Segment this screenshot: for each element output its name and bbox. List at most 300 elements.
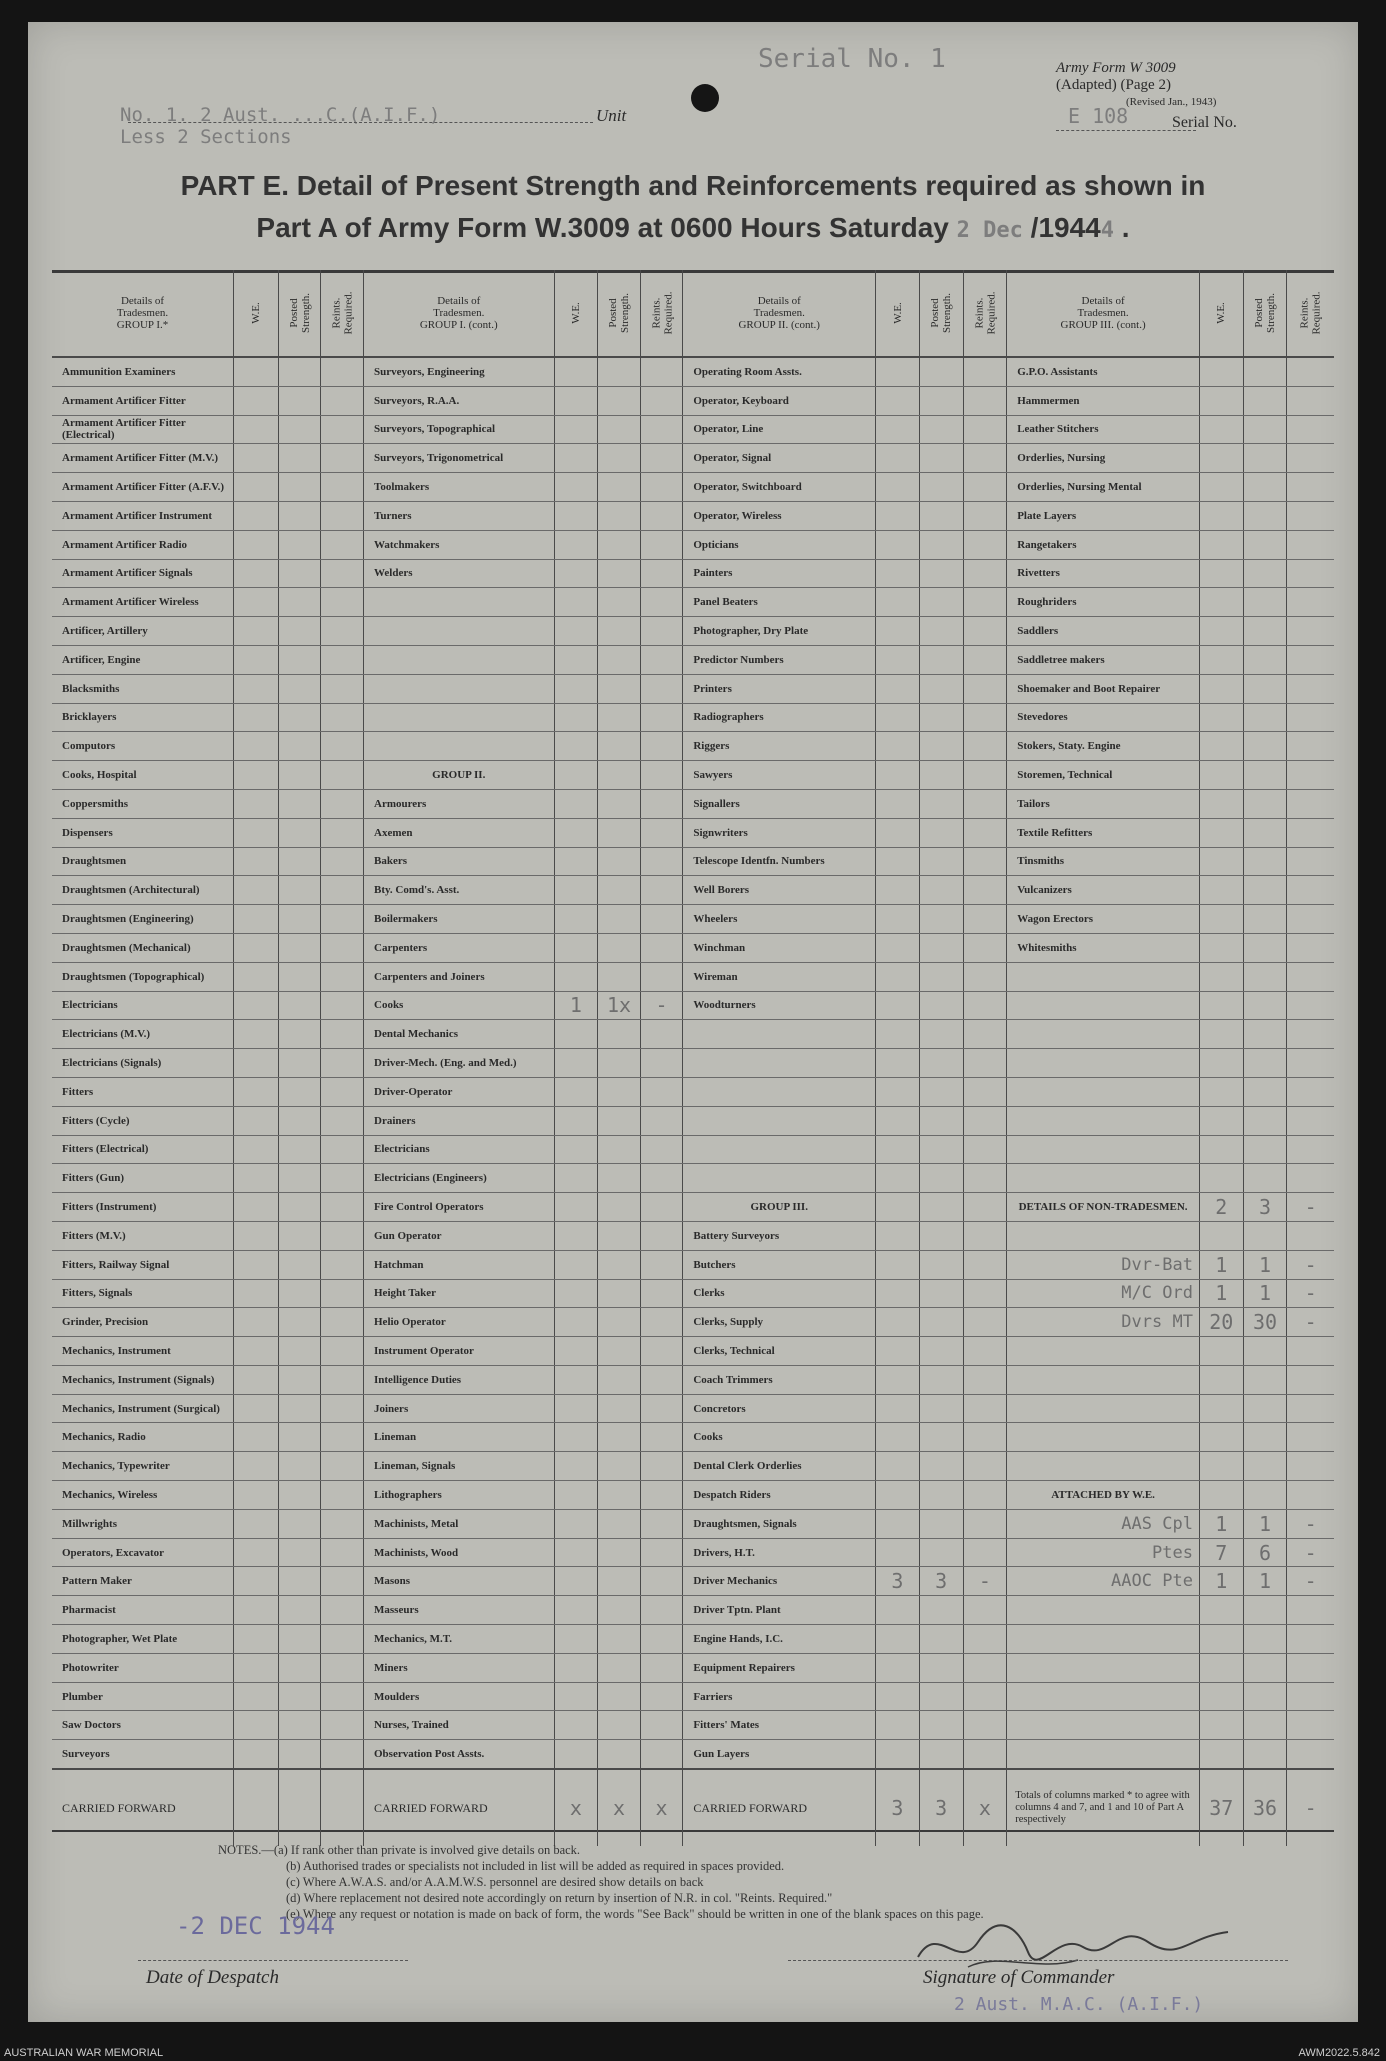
value-cell (278, 1711, 321, 1740)
value-cell (278, 991, 321, 1020)
value-cell (876, 1653, 920, 1682)
trade-cell: Battery Surveyors (683, 1221, 876, 1250)
value-cell (278, 1538, 321, 1567)
notes-block (138, 1842, 984, 1922)
value-cell (1243, 847, 1287, 876)
value-cell (1199, 1077, 1243, 1106)
value-cell (1243, 732, 1287, 761)
value-cell (876, 1077, 920, 1106)
value-cell (554, 1423, 598, 1452)
value-cell (234, 1481, 279, 1510)
value-cell (278, 1337, 321, 1366)
trade-cell: Operator, Keyboard (683, 386, 876, 415)
trade-cell (364, 732, 555, 761)
value-cell (278, 1279, 321, 1308)
value-cell (1199, 1711, 1243, 1740)
trade-cell: Fitters, Railway Signal (52, 1250, 234, 1279)
value-cell (876, 1625, 920, 1654)
trade-cell: Wheelers (683, 905, 876, 934)
value-cell: - (640, 991, 683, 1020)
value-cell (278, 1193, 321, 1222)
value-cell (919, 991, 963, 1020)
trade-cell: Gun Layers (683, 1740, 876, 1769)
value-cell (234, 1193, 279, 1222)
value-cell (321, 1509, 364, 1538)
trade-cell: Lineman, Signals (364, 1452, 555, 1481)
trade-cell: Bakers (364, 847, 555, 876)
table-row (52, 559, 1334, 588)
trade-cell: Armament Artificer Fitter (A.F.V.) (52, 473, 234, 502)
table-row (52, 1135, 1334, 1164)
table-row (52, 1077, 1334, 1106)
trade-cell: AAOC Pte (1007, 1567, 1200, 1596)
value-cell (640, 1740, 683, 1769)
value-cell (1287, 818, 1334, 847)
value-cell (876, 1740, 920, 1769)
value-cell (234, 1509, 279, 1538)
value-cell (278, 473, 321, 502)
trade-cell: Shoemaker and Boot Repairer (1007, 674, 1200, 703)
value-cell (321, 1625, 364, 1654)
trade-cell: Photowriter (52, 1653, 234, 1682)
value-cell (640, 818, 683, 847)
value-cell (876, 1682, 920, 1711)
value-cell (598, 444, 641, 473)
trade-cell: Roughriders (1007, 588, 1200, 617)
table-row (52, 530, 1334, 559)
trade-cell (1007, 1337, 1200, 1366)
value-cell (321, 1682, 364, 1711)
value-cell (278, 1596, 321, 1625)
trade-cell: Fitters, Signals (52, 1279, 234, 1308)
trade-cell (1007, 1423, 1200, 1452)
trade-cell: Fitters (Electrical) (52, 1135, 234, 1164)
value-cell (278, 789, 321, 818)
value-cell (278, 530, 321, 559)
value-cell (876, 933, 920, 962)
value-cell (1199, 1020, 1243, 1049)
value-cell (963, 1250, 1007, 1279)
value-cell (598, 818, 641, 847)
title-date-typed: 2 Dec (956, 218, 1023, 243)
trade-cell: Mechanics, Wireless (52, 1481, 234, 1510)
trade-cell: Height Taker (364, 1279, 555, 1308)
value-cell (919, 1279, 963, 1308)
value-cell (1243, 617, 1287, 646)
value-cell (919, 1682, 963, 1711)
value-cell (554, 1193, 598, 1222)
trade-cell: Clerks (683, 1279, 876, 1308)
table-row (52, 1394, 1334, 1423)
value-cell (876, 818, 920, 847)
value-cell (919, 1625, 963, 1654)
table-row (52, 1596, 1334, 1625)
value-cell (598, 1308, 641, 1337)
value-cell (1199, 444, 1243, 473)
value-cell (963, 732, 1007, 761)
value-cell (876, 559, 920, 588)
trade-cell: Masseurs (364, 1596, 555, 1625)
trade-cell: Fire Control Operators (364, 1193, 555, 1222)
value-cell (963, 1740, 1007, 1769)
value-cell (278, 1481, 321, 1510)
value-cell (278, 617, 321, 646)
trade-cell: Tailors (1007, 789, 1200, 818)
value-cell (554, 444, 598, 473)
value-cell (876, 1337, 920, 1366)
value-cell (640, 645, 683, 674)
trade-cell: AAS Cpl (1007, 1509, 1200, 1538)
trade-cell: Plate Layers (1007, 501, 1200, 530)
value-cell: - (1287, 1308, 1334, 1337)
trade-cell: Orderlies, Nursing Mental (1007, 473, 1200, 502)
table-row (52, 1337, 1334, 1366)
value-cell: - (1287, 1279, 1334, 1308)
trade-cell: Electricians (52, 991, 234, 1020)
value-cell (278, 818, 321, 847)
trade-cell: Clerks, Technical (683, 1337, 876, 1366)
trade-cell: Drivers, H.T. (683, 1538, 876, 1567)
table-row (52, 991, 1334, 1020)
value-cell (1199, 1337, 1243, 1366)
value-cell (640, 386, 683, 415)
trade-cell: Watchmakers (364, 530, 555, 559)
table-row (52, 761, 1334, 790)
value-cell (598, 588, 641, 617)
value-cell (554, 1394, 598, 1423)
table-row (52, 1365, 1334, 1394)
trade-cell: Whitesmiths (1007, 933, 1200, 962)
col-posted-header: Posted Strength. (598, 270, 641, 357)
value-cell: 3 (919, 1567, 963, 1596)
value-cell (640, 789, 683, 818)
value-cell (1287, 501, 1334, 530)
value-cell (598, 847, 641, 876)
table-row (52, 1049, 1334, 1078)
value-cell (640, 1164, 683, 1193)
trade-cell (1007, 962, 1200, 991)
value-cell (919, 1250, 963, 1279)
value-cell (1243, 645, 1287, 674)
value-cell (640, 1653, 683, 1682)
value-cell (321, 991, 364, 1020)
value-cell (1199, 1221, 1243, 1250)
trade-cell (683, 1106, 876, 1135)
value-cell (1199, 991, 1243, 1020)
value-cell (963, 1279, 1007, 1308)
value-cell (876, 1279, 920, 1308)
unit-line (128, 122, 593, 123)
trade-cell (683, 1164, 876, 1193)
value-cell (1199, 1106, 1243, 1135)
trade-cell (364, 645, 555, 674)
value-cell (321, 1394, 364, 1423)
value-cell (640, 703, 683, 732)
value-cell (554, 1740, 598, 1769)
value-cell: 1 (1243, 1250, 1287, 1279)
value-cell (278, 905, 321, 934)
value-cell (640, 473, 683, 502)
serial-code-typed: E 108 (1068, 104, 1129, 128)
value-cell (876, 1250, 920, 1279)
trade-cell: Vulcanizers (1007, 876, 1200, 905)
value-cell (640, 1365, 683, 1394)
value-cell (919, 357, 963, 386)
value-cell (876, 645, 920, 674)
despatch-label: Date of Despatch (146, 1967, 279, 1988)
trade-cell (1007, 1625, 1200, 1654)
trade-cell: Bty. Comd's. Asst. (364, 876, 555, 905)
value-cell (1243, 1682, 1287, 1711)
value-cell (234, 1711, 279, 1740)
value-cell (321, 1711, 364, 1740)
value-cell (554, 732, 598, 761)
value-cell (598, 1193, 641, 1222)
trade-cell: Mechanics, Typewriter (52, 1452, 234, 1481)
trade-cell: Stokers, Staty. Engine (1007, 732, 1200, 761)
value-cell (278, 962, 321, 991)
value-cell (234, 1077, 279, 1106)
total-we: 37 (1199, 1769, 1243, 1846)
value-cell (919, 588, 963, 617)
unit-typed-line1: No. 1. 2 Aust. ...C.(A.I.F.) (120, 104, 441, 126)
trade-cell: Fitters (Instrument) (52, 1193, 234, 1222)
value-cell (963, 444, 1007, 473)
value-cell (1287, 1711, 1334, 1740)
trade-cell: Fitters (52, 1077, 234, 1106)
value-cell (1199, 732, 1243, 761)
value-cell (1243, 876, 1287, 905)
trade-cell: Predictor Numbers (683, 645, 876, 674)
value-cell (598, 357, 641, 386)
note-line: (e) Where any request or notation is made on back of form, the words "See Back" should be written in one of the blank spaces on this page. (286, 1907, 984, 1921)
value-cell (554, 1135, 598, 1164)
value-cell (598, 1481, 641, 1510)
value-cell (321, 1279, 364, 1308)
value-cell: 1 (1199, 1509, 1243, 1538)
col-reints-header: Reints. Required. (1287, 270, 1334, 357)
value-cell (1199, 588, 1243, 617)
trade-cell: Pharmacist (52, 1596, 234, 1625)
value-cell (1243, 1077, 1287, 1106)
trade-cell: Driver Mechanics (683, 1567, 876, 1596)
value-cell (1287, 386, 1334, 415)
trade-cell: Armament Artificer Fitter (Electrical) (52, 415, 234, 444)
value-cell (1287, 1481, 1334, 1510)
value-cell (1199, 1653, 1243, 1682)
value-cell (321, 1452, 364, 1481)
value-cell (278, 1077, 321, 1106)
value-cell (876, 1308, 920, 1337)
value-cell (1243, 1221, 1287, 1250)
trade-cell: Welders (364, 559, 555, 588)
table-row (52, 617, 1334, 646)
value-cell (640, 1308, 683, 1337)
value-cell (598, 1711, 641, 1740)
value-cell (640, 530, 683, 559)
value-cell (1243, 933, 1287, 962)
table-row (52, 1711, 1334, 1740)
value-cell (919, 674, 963, 703)
carried-forward-label: CARRIED FORWARD (364, 1769, 555, 1846)
value-cell (598, 905, 641, 934)
trade-cell: Saddlers (1007, 617, 1200, 646)
trade-cell: Lithographers (364, 1481, 555, 1510)
table-row (52, 1481, 1334, 1510)
col-group1-header: Details of Tradesmen. GROUP I.* (52, 270, 234, 357)
value-cell (963, 1394, 1007, 1423)
value-cell (919, 761, 963, 790)
value-cell (1287, 1077, 1334, 1106)
value-cell (234, 818, 279, 847)
value-cell (963, 1164, 1007, 1193)
trade-cell: Carpenters and Joiners (364, 962, 555, 991)
value-cell (278, 1308, 321, 1337)
value-cell (1287, 876, 1334, 905)
value-cell (963, 1596, 1007, 1625)
col-we-header: W.E. (1199, 270, 1243, 357)
value-cell (278, 1509, 321, 1538)
value-cell (963, 1049, 1007, 1078)
value-cell (234, 1020, 279, 1049)
value-cell (640, 1279, 683, 1308)
value-cell: 3 (876, 1769, 920, 1846)
table-row (52, 1221, 1334, 1250)
value-cell (1199, 1394, 1243, 1423)
value-cell (1243, 530, 1287, 559)
trade-cell: Wagon Erectors (1007, 905, 1200, 934)
value-cell (1243, 1365, 1287, 1394)
value-cell (234, 559, 279, 588)
value-cell (234, 674, 279, 703)
trade-cell: Machinists, Wood (364, 1538, 555, 1567)
value-cell (278, 1365, 321, 1394)
value-cell (1287, 645, 1334, 674)
value-cell (1287, 962, 1334, 991)
value-cell: - (1287, 1250, 1334, 1279)
table-row (52, 1308, 1334, 1337)
value-cell (963, 1653, 1007, 1682)
trade-cell: Armament Artificer Radio (52, 530, 234, 559)
trade-cell (1007, 1135, 1200, 1164)
value-cell (876, 415, 920, 444)
value-cell (1243, 905, 1287, 934)
value-cell (554, 1682, 598, 1711)
value-cell (1287, 1653, 1334, 1682)
value-cell (234, 1596, 279, 1625)
value-cell (963, 1509, 1007, 1538)
value-cell (1199, 1423, 1243, 1452)
value-cell (234, 617, 279, 646)
trade-cell: Well Borers (683, 876, 876, 905)
trade-cell: Coach Trimmers (683, 1365, 876, 1394)
value-cell (1199, 1740, 1243, 1769)
value-cell (234, 1135, 279, 1164)
value-cell (919, 1308, 963, 1337)
value-cell (963, 1020, 1007, 1049)
value-cell (1199, 962, 1243, 991)
trade-cell: G.P.O. Assistants (1007, 357, 1200, 386)
value-cell (640, 1250, 683, 1279)
value-cell (1287, 674, 1334, 703)
despatch-date-stamp: -2 DEC 1944 (176, 1912, 335, 1940)
trade-cell: Helio Operator (364, 1308, 555, 1337)
trade-cell: Fitters (M.V.) (52, 1221, 234, 1250)
value-cell (1199, 1452, 1243, 1481)
value-cell (278, 703, 321, 732)
value-cell (1199, 933, 1243, 962)
value-cell (640, 617, 683, 646)
form-name: Army Form W 3009 (1056, 60, 1176, 76)
col-group1-cont-header: Details of Tradesmen. GROUP I. (cont.) (364, 270, 555, 357)
value-cell (919, 1394, 963, 1423)
value-cell (1243, 1164, 1287, 1193)
value-cell (321, 530, 364, 559)
table-row (52, 933, 1334, 962)
trade-cell (1007, 1221, 1200, 1250)
value-cell (598, 732, 641, 761)
value-cell (1287, 559, 1334, 588)
value-cell (321, 1193, 364, 1222)
value-cell (598, 1279, 641, 1308)
trade-cell: Cooks (364, 991, 555, 1020)
value-cell (876, 530, 920, 559)
value-cell (234, 1106, 279, 1135)
trade-cell: Surveyors, Trigonometrical (364, 444, 555, 473)
value-cell (1287, 617, 1334, 646)
value-cell (234, 876, 279, 905)
value-cell: 1x (598, 991, 641, 1020)
value-cell (321, 1164, 364, 1193)
trade-cell: Instrument Operator (364, 1337, 555, 1366)
trade-cell: Printers (683, 674, 876, 703)
trade-cell: Operator, Line (683, 415, 876, 444)
value-cell (234, 1452, 279, 1481)
trade-cell: Hatchman (364, 1250, 555, 1279)
value-cell (876, 444, 920, 473)
trade-cell: Plumber (52, 1682, 234, 1711)
trade-cell (364, 617, 555, 646)
trade-cell: Moulders (364, 1682, 555, 1711)
value-cell (640, 501, 683, 530)
value-cell (1243, 818, 1287, 847)
trade-cell: Equipment Repairers (683, 1653, 876, 1682)
value-cell (1287, 1596, 1334, 1625)
value-cell (919, 1221, 963, 1250)
value-cell (876, 617, 920, 646)
value-cell (1199, 1365, 1243, 1394)
trade-cell: Turners (364, 501, 555, 530)
value-cell (321, 876, 364, 905)
value-cell (1243, 588, 1287, 617)
value-cell (1243, 1135, 1287, 1164)
value-cell (919, 1337, 963, 1366)
value-cell (554, 1020, 598, 1049)
value-cell (321, 444, 364, 473)
value-cell: 7 (1199, 1538, 1243, 1567)
value-cell (640, 1682, 683, 1711)
table-row (52, 1250, 1334, 1279)
value-cell (321, 905, 364, 934)
value-cell (278, 1769, 321, 1846)
value-cell (876, 386, 920, 415)
value-cell (919, 1711, 963, 1740)
value-cell (640, 415, 683, 444)
value-cell (554, 588, 598, 617)
value-cell (321, 1653, 364, 1682)
value-cell (554, 674, 598, 703)
value-cell (1199, 674, 1243, 703)
